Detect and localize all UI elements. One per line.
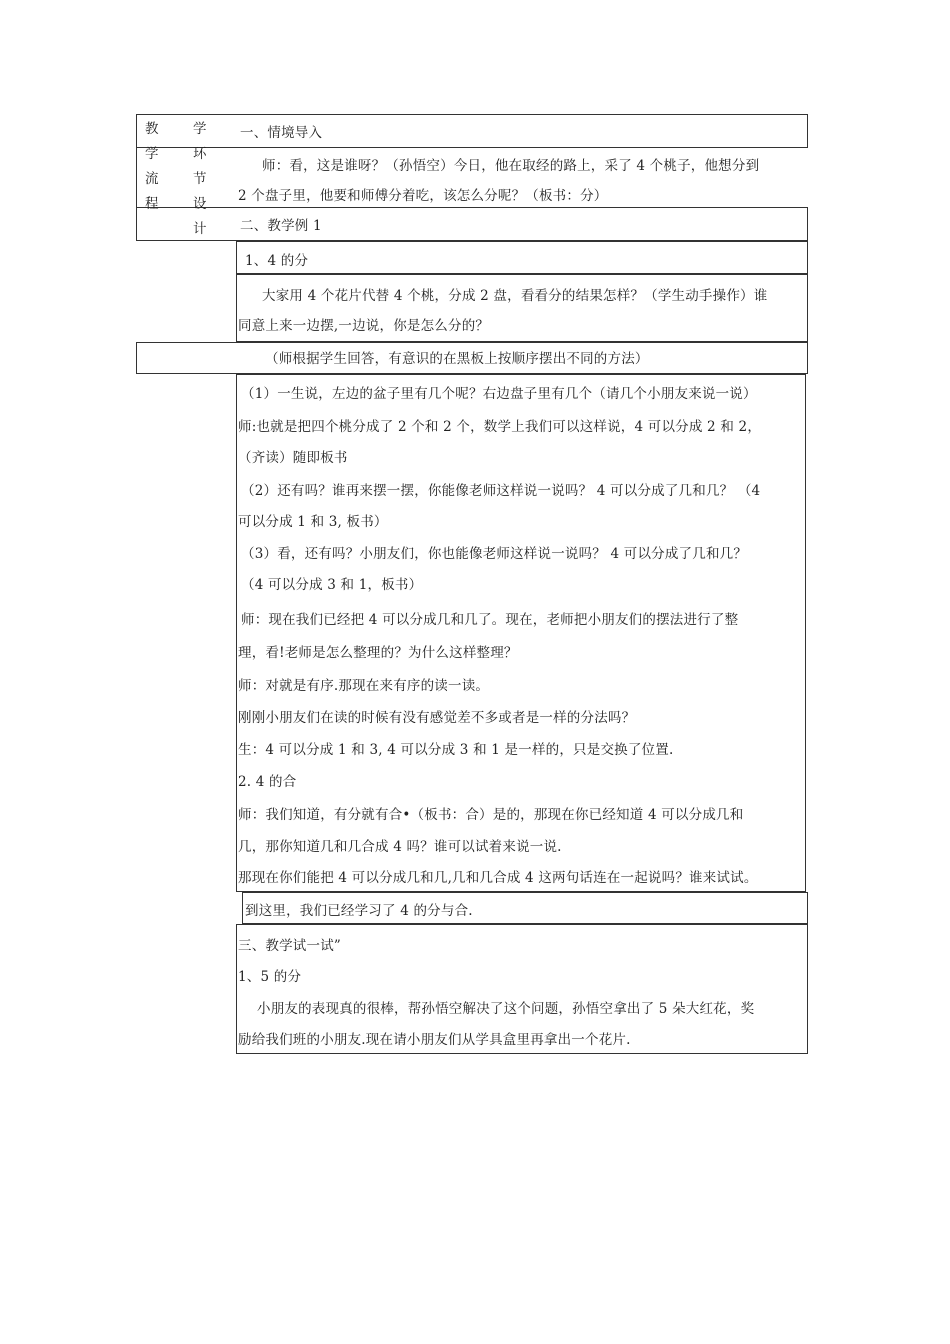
body-line-3: （2）还有吗？谁再来摆一摆，你能像老师这样说一说吗？ 4 可以分成了几和几？ （4 [241,483,761,499]
row-intro-heading [136,114,808,148]
side-label-col2-char-0: 学 [193,121,207,137]
body-line-10: 刚刚小朋友们在读的时候有没有感觉差不多或者是一样的分法吗？ [238,710,636,726]
section3-sub1: 1、5 的分 [238,969,302,985]
intro-heading: 一、情境导入 [240,125,323,141]
body-line-1: 师:也就是把四个桃分成了 2 个和 2 个，数学上我们可以这样说，4 可以分成 2 和 2， [238,419,762,435]
side-label-col1-char-0: 教 [145,121,159,137]
section2-para1-line-1: 同意上来一边摆,一边说，你是怎么分的？ [238,318,490,334]
body-line-5: （3）看，还有吗？小朋友们，你也能像老师这样说一说吗？ 4 可以分成了几和几？ [241,546,748,562]
body-line-6: （4 可以分成 3 和 1，板书） [241,577,423,593]
body-line-2: （齐读）随即板书 [238,450,348,466]
body-line-14: 几，那你知道几和几合成 4 吗？谁可以试着来说一说. [238,839,562,855]
body-line-13: 师：我们知道，有分就有合•（板书：合）是的，那现在你已经知道 4 可以分成几和 [238,807,744,823]
section3-line-0: 小朋友的表现真的很棒，帮孙悟空解决了这个问题，孙悟空拿出了 5 朵大红花，奖 [257,1001,755,1017]
side-label-col1-char-3: 程 [145,196,159,212]
row-section2-heading [136,207,808,241]
body-line-11: 生：4 可以分成 1 和 3, 4 可以分成 3 和 1 是一样的，只是交换了位置. [238,742,674,758]
body-line-7: 师：现在我们已经把 4 可以分成几和几了。现在，老师把小朋友们的摆法进行了整 [241,612,739,628]
body-line-12: 2. 4 的合 [238,774,297,790]
row-sub-4-split [236,241,808,274]
body-line-8: 理，看!老师是怎么整理的？为什么这样整理？ [238,645,518,661]
section2-para1-line-0: 大家用 4 个花片代替 4 个桃，分成 2 盘，看看分的结果怎样？（学生动手操作）谁 [262,288,768,304]
body-line-9: 师：对就是有序.那现在来有序的读一读。 [238,678,490,694]
side-label-col2-char-3: 设 [193,196,207,212]
body-line-15: 那现在你们能把 4 可以分成几和几,几和几合成 4 这两句话连在一起说吗？谁来试试。 [238,870,758,886]
side-label-col2-char-4: 计 [193,221,207,237]
body-line-4: 可以分成 1 和 3, 板书） [238,514,388,530]
section2-summary: 到这里，我们已经学习了 4 的分与合. [245,903,473,919]
intro-line-0: 师：看，这是谁呀？（孙悟空）今日，他在取经的路上，采了 4 个桃子，他想分到 [262,158,760,174]
section3-line-1: 励给我们班的小朋友.现在请小朋友们从学具盒里再拿出一个花片. [238,1032,631,1048]
section2-note: （师根据学生回答，有意识的在黑板上按顺序摆出不同的方法） [265,351,649,367]
side-label-col2-char-2: 节 [193,171,207,187]
side-label-col1-char-2: 流 [145,171,159,187]
intro-line-1: 2 个盘子里，他要和师傅分着吃，该怎么分呢？（板书：分） [238,188,608,204]
body-line-0: （1）一生说，左边的盆子里有几个呢？右边盘子里有几个（请几个小朋友来说一说） [241,386,757,402]
side-label-col2-char-1: 环 [193,146,207,162]
section2-heading: 二、教学例 1 [240,218,322,234]
section2-sub1: 1、4 的分 [245,253,309,269]
section3-heading: 三、教学试一试” [238,938,342,954]
side-label-col1-char-1: 学 [145,146,159,162]
